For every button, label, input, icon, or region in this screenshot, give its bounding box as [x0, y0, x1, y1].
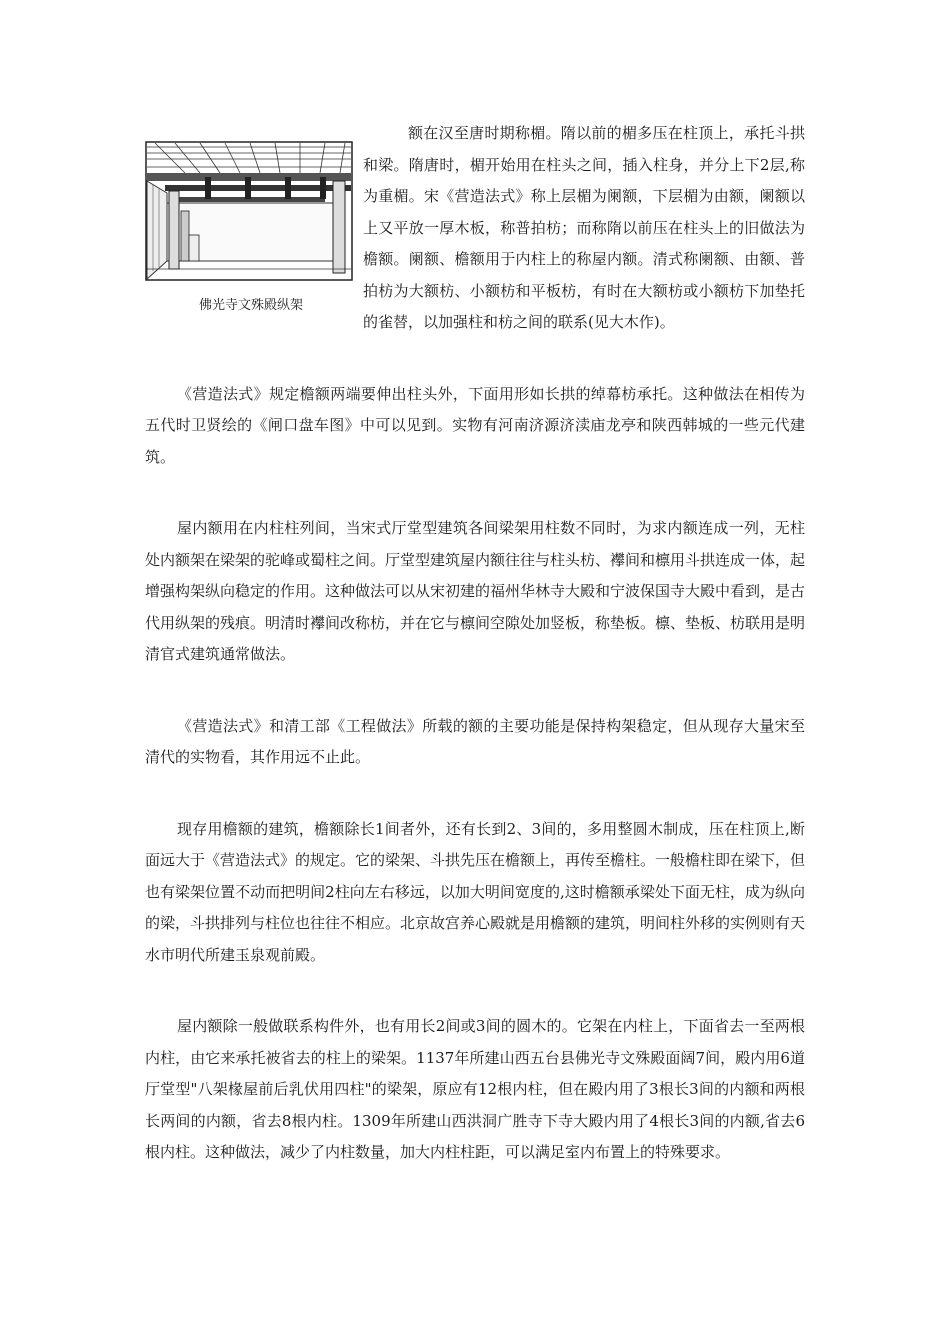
paragraph-2: 《营造法式》规定檐额两端要伸出柱头外，下面用形如长拱的绰幕枋承托。这种做法在相传为五代时卫贤绘的《闸口盘车图》中可以见到。实物有河南济源济渎庙龙亭和陕西韩城的一些元代建筑。	[145, 384, 805, 466]
paragraph-3: 屋内额用在内柱柱列间，当宋式厅堂型建筑各间梁架用柱数不同时，为求内额连成一列，无柱处内额架在梁架的驼峰或蜀柱之间。厅堂型建筑屋内额往往与柱头枋、襻间和檩用斗拱连成一体，起增强构架纵向稳定的作用。这种做法可以从宋初建的福州华林寺大殿和宁波保国寺大殿中看到，是古代用纵架的残痕。明清时襻间改称枋，并在它与檩间空隙处加竖板，称垫板。檩、垫板、枋联用是明清官式建筑通常做法。	[145, 519, 806, 663]
paragraph-4: 《营造法式》和清工部《工程做法》所载的额的主要功能是保持构架稳定，但从现存大量宋至清代的实物看，其作用远不止此。	[145, 716, 805, 766]
figure-caption: 佛光寺文殊殿纵架	[198, 298, 303, 313]
paragraph-5: 现存用檐额的建筑，檐额除长1间者外，还有长到2、3间的，多用整圆木制成，压在柱顶上,断面远大于《营造法式》的规定。它的梁架、斗拱先压在檐额上，再传至檐柱。一般檐柱即在梁下，但也有梁架位置不动而把明间2柱向左右移远，以加大明间宽度的,这时檐额承梁处下面无柱，成为纵向的梁，斗拱排列与柱位也往往不相应。北京故宫养心殿就是用檐额的建筑，明间柱外移的实例则有天水市明代所建玉泉观前殿。	[145, 819, 806, 964]
paragraph-1: 额在汉至唐时期称楣。隋以前的楣多压在柱顶上，承托斗拱和梁。隋唐时，楣开始用在柱头之间，插入柱身，并分上下2层,称为重楣。宋《营造法式》称上层楣为阑额，下层楣为由额，阑额以上又平放一厚木板，称普拍枋；而称隋以前压在柱头上的旧做法为檐额。阑额、檐额用于内柱上的称屋内额。清式称阑额、由额、普拍枋为大额枋、小额枋和平板枋，有时在大额枋或小额枋下加垫托的雀替，以加强柱和枋之间的联系(见大木作)。	[363, 124, 805, 331]
figure	[145, 141, 363, 317]
paragraph-6: 屋内额除一般做联系构件外，也有用长2间或3间的圆木的。它架在内柱上，下面省去一至两根内柱，由它来承托被省去的柱上的梁架。1137年所建山西五台县佛光寺文殊殿面阔7间，殿内用6道厅堂型"八架椽屋前后乳伏用四柱"的梁架，原应有12根内柱，但在殿内用了3根长3间的内额和两根长两间的内额，省去8根内柱。1309年所建山西洪洞广胜寺下寺大殿内用了4根长3间的内额,省去6根内柱。这种做法，减少了内柱数量，加大内柱柱距，可以满足室内布置上的特殊要求。	[145, 1017, 805, 1161]
hall-interior-illustration	[145, 141, 353, 281]
document-body	[145, 118, 805, 1169]
